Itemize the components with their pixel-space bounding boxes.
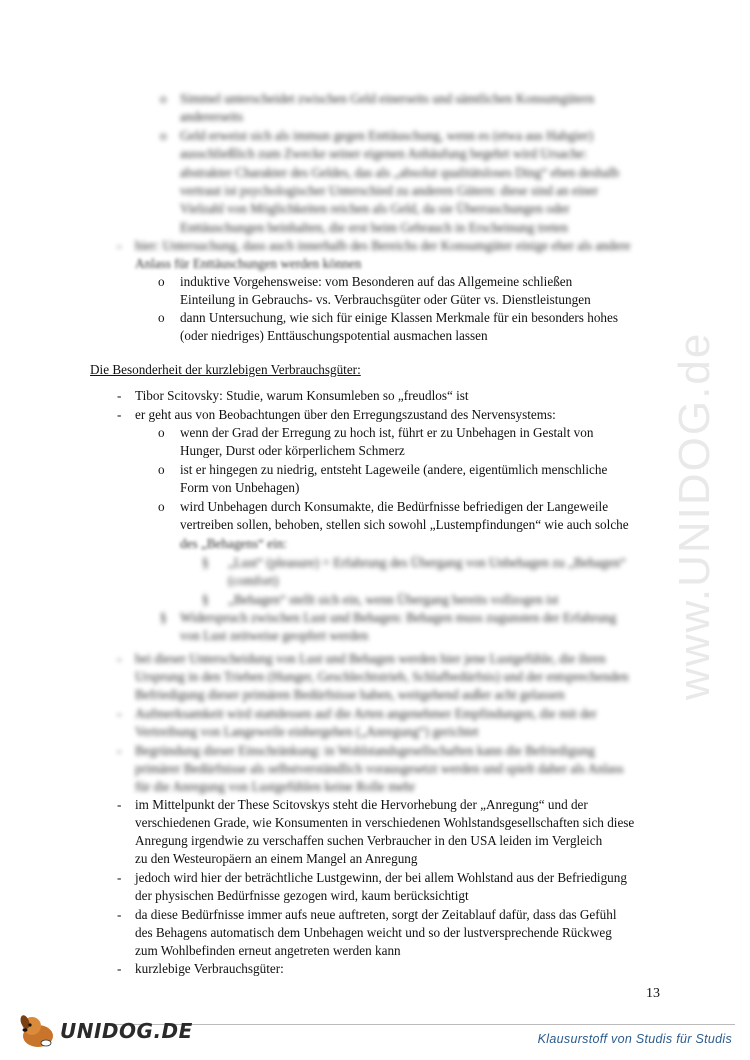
text-line: Form von Unbehagen) — [180, 480, 300, 495]
text-line: zum Wohlbefinden erneut angetreten werden kann — [135, 943, 401, 958]
text-line: da diese Bedürfnisse immer aufs neue auftreten, sorgt der Zeitablauf dafür, dass das Gefühl — [135, 907, 617, 922]
blurred-line: Befriedigung dieser primären Bedürfnisse haben, weitgehend außer acht gelassen — [135, 687, 565, 702]
text-line: (oder niedriges) Enttäuschungspotential ausmachen lassen — [180, 328, 488, 343]
blurred-line: Geld erweist sich als immun gegen Enttäuschung, wenn es (etwa aus Habgier) — [180, 128, 594, 143]
unidog-logo[interactable] — [16, 1010, 193, 1050]
section-heading: Die Besonderheit der kurzlebigen Verbrauchsgüter: — [90, 362, 361, 377]
blurred-line: andererseits — [180, 109, 243, 124]
blurred-line: für die Anregung von Lustgefühlen keine Rolle mehr — [135, 779, 416, 794]
text-line: Einteilung in Gebrauchs- vs. Verbrauchsgüter oder Güter vs. Dienstleistungen — [180, 292, 591, 307]
blurred-line: Vertreibung von Langeweile einhergehen („Anregung“) gerichtet — [135, 724, 479, 739]
bullet-dash: - — [117, 407, 122, 422]
blurred-line: Ursprung in den Trieben (Hunger, Geschlechtstrieb, Schlafbedürfnis) und der entsprechenden — [135, 669, 629, 684]
text-line: jedoch wird hier der beträchtliche Lustgewinn, der bei allem Wohlstand aus der Befriedigung — [135, 870, 627, 885]
blurred-line: ausschließlich zum Zwecke seiner eigenen Anhäufung begehrt wird Ursache: — [180, 146, 588, 161]
bullet-circle: o — [158, 499, 165, 514]
bullet-circle: o — [158, 310, 165, 325]
blurred-line: (comfort) — [228, 573, 279, 588]
bullet-section: § — [202, 592, 209, 607]
text-line: Hunger, Durst oder körperlichem Schmerz — [180, 443, 405, 458]
bullet-dash: - — [117, 870, 122, 885]
bullet-circle: o — [158, 425, 165, 440]
blurred-line: abstrakter Charakter des Geldes, das als „absolut qualitätsloses Ding“ eben deshalb — [180, 165, 620, 180]
text-line: im Mittelpunkt der These Scitovskys steht die Hervorhebung der „Anregung“ und der — [135, 797, 588, 812]
bullet-dash: - — [117, 743, 122, 758]
bullet-section: § — [202, 555, 209, 570]
text-line: induktive Vorgehensweise: vom Besonderen auf das Allgemeine schließen — [180, 274, 573, 289]
blurred-line: primärer Bedürfnisse als selbstverständlich vorausgesetzt werden und spielt daher als Anlass — [135, 761, 624, 776]
blurred-line: Vielzahl von Möglichkeiten reichen als Geld, da sie Überraschungen oder — [180, 201, 570, 216]
bullet-dash: - — [117, 706, 122, 721]
blurred-line: von Lust zeitweise geopfert werden — [180, 628, 369, 643]
text-line: dann Untersuchung, wie sich für einige Klassen Merkmale für ein besonders hohes — [180, 310, 618, 325]
text-line: Anregung irgendwie zu verschaffen suchen Verbraucher in den USA leiden im Vergleich — [135, 833, 603, 848]
watermark: www.UNIDOG.de — [670, 331, 719, 700]
bullet-dash: - — [117, 961, 122, 976]
text-line: verschiedenen Grade, wie Konsumenten in verschiedenen Wohlstandsgesellschaften sich diese — [135, 815, 635, 830]
dog-icon — [16, 1010, 60, 1050]
footer-tagline: Klausurstoff von Studis für Studis — [537, 1032, 732, 1046]
blurred-line: Simmel unterscheidet zwischen Geld einerseits und sämtlichen Konsumgütern — [180, 91, 595, 106]
logo-text: UNIDOG.DE — [60, 1019, 193, 1043]
blurred-line: „Lust“ (pleasure) = Erfahrung des Übergang von Unbehagen zu „Behagen“ — [228, 555, 626, 570]
text-line: Tibor Scitovsky: Studie, warum Konsumleben so „freudlos“ ist — [135, 388, 469, 403]
blurred-line: vertraut ist psychologischer Unterschied zu anderen Gütern: diese sind an einer — [180, 183, 599, 198]
text-line: er geht aus von Beobachtungen über den Erregungszustand des Nervensystems: — [135, 407, 556, 422]
text-line: vertreiben sollen, behoben, stellen sich sowohl „Lustempfindungen“ wie auch solche — [180, 517, 629, 532]
blurred-line: Anlass für Enttäuschungen werden können — [135, 256, 362, 271]
footer-divider — [110, 1024, 735, 1025]
text-line: des Behagens automatisch dem Unbehagen weicht und so der lustversprechende Rückweg — [135, 925, 612, 940]
bullet-section: § — [160, 610, 167, 625]
bullet-dash: - — [117, 907, 122, 922]
blurred-line: des „Behagens“ ein: — [180, 536, 287, 551]
text-line: der physischen Bedürfnisse gezogen wird, kaum berücksichtigt — [135, 888, 469, 903]
text-line: zu den Westeuropäern an einem Mangel an Anregung — [135, 851, 418, 866]
bullet-dash: - — [117, 238, 122, 253]
bullet-dash: - — [117, 388, 122, 403]
text-line: kurzlebige Verbrauchsgüter: — [135, 961, 284, 976]
bullet-circle: o — [160, 128, 167, 143]
text-line: ist er hingegen zu niedrig, entsteht Lageweile (andere, eigentümlich menschliche — [180, 462, 608, 477]
text-line: wird Unbehagen durch Konsumakte, die Bedürfnisse befriedigen der Langeweile — [180, 499, 609, 514]
blurred-line: Widerspruch zwischen Lust und Behagen: Behagen muss zugunsten der Erfahrung — [180, 610, 617, 625]
bullet-circle: o — [158, 462, 165, 477]
bullet-circle: o — [158, 274, 165, 289]
bullet-circle: o — [160, 91, 167, 106]
blurred-line: Enttäuschungen beinhalten, die erst beim Gebrauch in Erscheinung treten — [180, 220, 568, 235]
bullet-dash: - — [117, 797, 122, 812]
text-line: wenn der Grad der Erregung zu hoch ist, führt er zu Unbehagen in Gestalt von — [180, 425, 594, 440]
blurred-line: „Behagen“ stellt sich ein, wenn Übergang bereits vollzogen ist — [228, 592, 559, 607]
blurred-line: Begründung dieser Einschränkung: in Wohlstandsgesellschaften kann die Befriedigung — [135, 743, 595, 758]
blurred-line: Aufmerksamkeit wird stattdessen auf die Arten angenehmer Empfindungen, die mit der — [135, 706, 597, 721]
page-number: 13 — [646, 986, 660, 1001]
bullet-dash: - — [117, 651, 122, 666]
blurred-line: bei dieser Unterscheidung von Lust und Behagen werden hier jene Lustgefühle, die ihren — [135, 651, 606, 666]
blurred-line: hier: Untersuchung, dass auch innerhalb des Bereichs der Konsumgüter einige eher als andere — [135, 238, 631, 253]
